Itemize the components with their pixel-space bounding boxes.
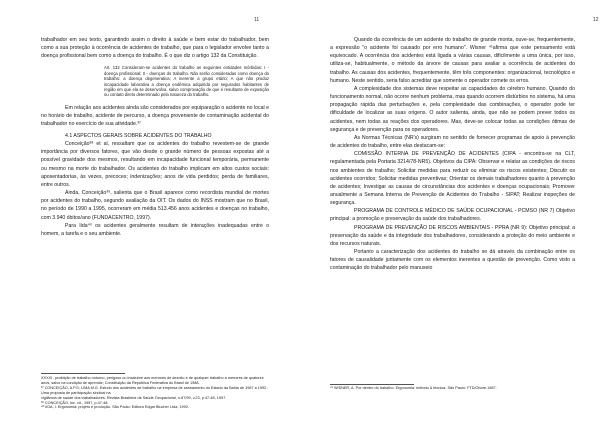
footnote: ⁴⁰ IIDA, I. Ergonomia: projeto e produção. São Paulo: Editora Edgar Blucher Ltda, 1992. bbox=[41, 405, 189, 410]
body-text bbox=[41, 36, 269, 238]
footnote: ⁴¹ WISNER, A. Por dentro do trabalho. Ergonomia: método & técnica. São Paulo: FTD/Oboré,1987. bbox=[330, 386, 497, 390]
block-quote: Art. 132 Consideram-se acidentes do trabalho as seguintes entidades mórbidas: I - doença profissional; II - doenças do trabalho. Não serão consideradas como doença do trabalho: a doença degenerativa; A inerente a grupo etário; A que não produz incapacidade laborativa a doença endêmica adquirida por segurados habitantes de região em que ela se desenvolva, salvo comprovação de que é resultante de exposição ou contato direto determinado pela natureza do trabalho. bbox=[104, 65, 269, 98]
pcmso-section: PROGRAMA DE CONTROLE MÉDICO DE SAÚDE OCUPACIONAL - PCMSO (NR 7) Objetivo principal: a promoção e preservação da saúde dos trabalhadores. bbox=[330, 208, 575, 223]
paragraph: trabalhador em seu texto, garantindo assim o direito à saúde e bem estar do trabalhador, bem como a sua proteção à ocorrência de acidentes de trabalho, que para o legislador envolve tanto a doença profissional bem como a doença do trabalho. É o que diz o artigo 132 da Constituição. bbox=[41, 37, 269, 60]
footnote: ³⁸ CONCEIÇÃO, loc. cit., 1997, p.47-48. bbox=[41, 400, 109, 405]
page-number: 12 bbox=[593, 17, 599, 23]
page-number: 11 bbox=[254, 17, 260, 23]
paragraph: Quando da ocorrência de um acidente do trabalho de grande monta, ouve-se, frequentemente, a expressão "o acidente foi causado por erro humano". Wisner ⁴¹afirma que este pensamento está equivocado. A ocorrência dos acidentes está ligada a várias causas, dificilmente a uma única, por isso, utiliza-se, habitualmente, o método da árvore de causas para avaliar a ocorrência de acidentes do trabalho. As causas dos acidentes, frequentemente, têm três componentes: organizacional, tecnológico e humano. Neste sentido, seria falso acreditar que somente o operador comete os erros. bbox=[330, 37, 575, 84]
paragraph: Conceição³⁸ et al, ressaltam que os acidentes do trabalho revestem-se de grande importância por diversos fatores, que vão desde o grande número de pessoas expostas até a possível gravidade dos mesmos, resultando em incapacidade funcional temporária, permanente ou mesmo na morte do trabalhador. Os acidentes do trabalho implicam em altos custos sociais: aposentadorias, às vezes, precoces; indenizações; anos de vida perdidos; perda de familiares, entre outros. bbox=[41, 141, 269, 188]
ppra-section: PROGRAMA DE PREVENÇÃO DE RISCOS AMBIENTAIS - PPRA (NR 9): Objetivo principal: a preservação da saúde e da integridade dos trabalhadores, considerando a proteção do meio ambiente e dos recursos naturais. bbox=[330, 224, 575, 247]
footnotes bbox=[41, 376, 269, 410]
paragraph: Ainda, Conceição³⁹, salienta que o Brasil aparece como recordista mundial de mortes por acidentes do trabalho, segundo avaliação da OIT. Os dados do INSS mostram que no Brasil, no período de 1990 a 1995, ocorreram em média 513.456 anos acidentes e doenças no trabalho, com 3.940 óbitos/ano (FUNDACENTRO, 1997). bbox=[41, 190, 269, 221]
right-page bbox=[300, 0, 600, 424]
footnote-divider bbox=[41, 373, 125, 374]
footnote: XXXIII - proibição de trabalho noturno, perigoso ou insalubre aos menores de dezoito e de qualquer trabalho a menores de quatorze anos, salvo na condição de aprendiz; Constituição da República Federativa do Brasil de 1988. bbox=[41, 376, 264, 385]
paragraph: A complexidade dos sistemas deve respeitar as capacidades do cérebro humano. Quando do funcionamento normal, não ocorre nenhum problema, mas quando ocorrem distúrbios no sistema, há uma propagação rápida das perturbações e, pela complexidade das combinações, o operador pode ter dificuldade de localizar as suas origens. O autor salienta, ainda, que não se podem prever todos os acidentes, nem todas as reações dos operadores. Mas, deve-se colocar todas as condições ótimas de segurança e de prevenção para os operadores. bbox=[330, 85, 575, 133]
footnote: ³⁷ CONCEIÇÃO, A.P.S; LIMA M.G. Estudo dos acidentes de trabalho na empresa de saneamento do Estado da Bahia de 1987 a 1992 : Uma proposta de participação sindical na bbox=[41, 385, 269, 395]
paragraph: As Normas Técnicas (NR's) surgiram no sentido de fornecer programas de apoio à prevenção de acidentes do trabalho, entre elas destacam-se: bbox=[330, 134, 575, 150]
section-heading: 4.1 ASPECTOS GERAIS SOBRE ACIDENTES DO TRABALHO bbox=[65, 133, 212, 139]
paragraph: Portanto a caracterização dos acidentes do trabalho se dá através da combinação entre os fatores de causalidade juntamente com os elementos inerentes a questão de prevenção. Como visto a contaminação do trabalhador pelo manuseio bbox=[330, 249, 575, 272]
cipa-section: COMISSÃO INTERNA DE PREVENÇÃO DE ACIDENTES (CIPA - encontra-se na CLT, regulamentada pela Portaria 3214/78-NR5). Objetivos da CIPA: Observar e relatar as condições de riscos nos ambientes de trabalho; Solicitar medidas para reduzir ou eliminar os riscos existentes; Discutir os acidentes ocorridos; Solicitar medidas preventivas; Orientar os demais trabalhadores quanto à prevenção de acidentes; Investigar as causas de circunstâncias dos acidentes e doenças ocupacionais; Promover anualmente a Semana Interna de Prevenção de Acidentes do Trabalho - SIPAT; Realizar inspeções de segurança. bbox=[330, 151, 575, 207]
footnote: vigilância de saúde dos trabalhadores. Revista Brasileira de Saúde Ocupacional, n.87/99, v.23, p.47-48, 1997. bbox=[41, 395, 227, 400]
footnotes bbox=[330, 386, 575, 391]
body-text bbox=[330, 36, 575, 273]
paragraph: Em relação aos acidentes ainda são considerados por equiparação o acidente no local e no horário de trabalho, acidente de percurso, a doença proveniente de contaminação acidental do trabalhador no exercício de sua atividade.³⁷ bbox=[41, 104, 269, 127]
footnote-divider bbox=[330, 384, 414, 385]
paragraph: Para Iida⁴⁰ os acidentes geralmente resultam de interações inadequadas entre o homem, a tarefa e o seu ambiente. bbox=[41, 222, 269, 237]
